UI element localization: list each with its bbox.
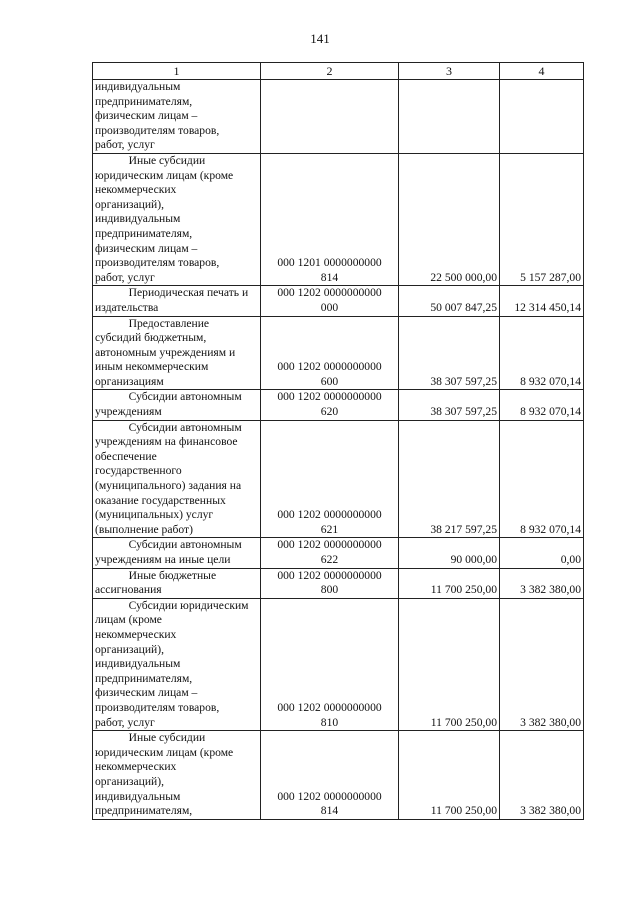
budget-table xyxy=(92,62,584,820)
row-name-cell: Предоставление субсидий бюджетным, автономным учреждениям и иным некоммерческим организациям xyxy=(93,316,261,390)
row-executed-cell xyxy=(500,80,584,154)
row-name-cell: Субсидии юридическим лицам (кроме некоммерческих организаций), индивидуальным предпринимателям, физическим лицам – производителям товаров, работ, услуг xyxy=(93,598,261,730)
row-amount-cell xyxy=(399,80,500,154)
table-row xyxy=(93,316,584,390)
row-amount-cell: 11 700 250,00 xyxy=(399,568,500,598)
row-amount-cell: 11 700 250,00 xyxy=(399,598,500,730)
row-name-cell: Иные бюджетные ассигнования xyxy=(93,568,261,598)
row-executed-cell: 3 382 380,00 xyxy=(500,568,584,598)
row-name-cell: Иные субсидии юридическим лицам (кроме некоммерческих организаций), индивидуальным предпринимателям, физическим лицам – производителям товаров, работ, услуг xyxy=(93,153,261,285)
column-header: 1 xyxy=(93,63,261,80)
row-amount-cell: 38 217 597,25 xyxy=(399,420,500,538)
row-name-cell: Иные субсидии юридическим лицам (кроме некоммерческих организаций), индивидуальным предпринимателям, xyxy=(93,731,261,820)
table-row xyxy=(93,568,584,598)
row-code-cell: 000 1201 0000000000 814 xyxy=(261,153,399,285)
row-name-cell: индивидуальным предпринимателям, физическим лицам – производителям товаров, работ, услуг xyxy=(93,80,261,154)
row-executed-cell: 8 932 070,14 xyxy=(500,390,584,420)
row-code-cell: 000 1202 0000000000 600 xyxy=(261,316,399,390)
row-code-cell: 000 1202 0000000000 621 xyxy=(261,420,399,538)
row-executed-cell: 0,00 xyxy=(500,538,584,568)
row-executed-cell: 5 157 287,00 xyxy=(500,153,584,285)
row-code-cell: 000 1202 0000000000 620 xyxy=(261,390,399,420)
table-row xyxy=(93,731,584,820)
row-code-cell: 000 1202 0000000000 810 xyxy=(261,598,399,730)
column-header: 3 xyxy=(399,63,500,80)
page-number: 141 xyxy=(310,31,330,46)
row-executed-cell: 12 314 450,14 xyxy=(500,286,584,316)
row-executed-cell: 3 382 380,00 xyxy=(500,598,584,730)
row-code-cell xyxy=(261,80,399,154)
row-executed-cell: 8 932 070,14 xyxy=(500,316,584,390)
row-code-cell: 000 1202 0000000000 000 xyxy=(261,286,399,316)
table-row xyxy=(93,598,584,730)
row-executed-cell: 8 932 070,14 xyxy=(500,420,584,538)
table-row xyxy=(93,538,584,568)
row-name-cell: Субсидии автономным учреждениям на иные цели xyxy=(93,538,261,568)
row-code-cell: 000 1202 0000000000 622 xyxy=(261,538,399,568)
table-row xyxy=(93,80,584,154)
column-header: 4 xyxy=(500,63,584,80)
row-amount-cell: 22 500 000,00 xyxy=(399,153,500,285)
row-amount-cell: 38 307 597,25 xyxy=(399,390,500,420)
row-code-cell: 000 1202 0000000000 800 xyxy=(261,568,399,598)
row-name-cell: Субсидии автономным учреждениям xyxy=(93,390,261,420)
row-amount-cell: 50 007 847,25 xyxy=(399,286,500,316)
table-header-row xyxy=(93,63,584,80)
row-amount-cell: 11 700 250,00 xyxy=(399,731,500,820)
table-row xyxy=(93,390,584,420)
row-name-cell: Субсидии автономным учреждениям на финансовое обеспечение государственного (муниципального) задания на оказание государственных (муниципальных) услуг (выполнение работ) xyxy=(93,420,261,538)
row-name-cell: Периодическая печать и издательства xyxy=(93,286,261,316)
table-row xyxy=(93,286,584,316)
row-code-cell: 000 1202 0000000000 814 xyxy=(261,731,399,820)
column-header: 2 xyxy=(261,63,399,80)
row-executed-cell: 3 382 380,00 xyxy=(500,731,584,820)
table-row xyxy=(93,153,584,285)
table-row xyxy=(93,420,584,538)
row-amount-cell: 38 307 597,25 xyxy=(399,316,500,390)
row-amount-cell: 90 000,00 xyxy=(399,538,500,568)
